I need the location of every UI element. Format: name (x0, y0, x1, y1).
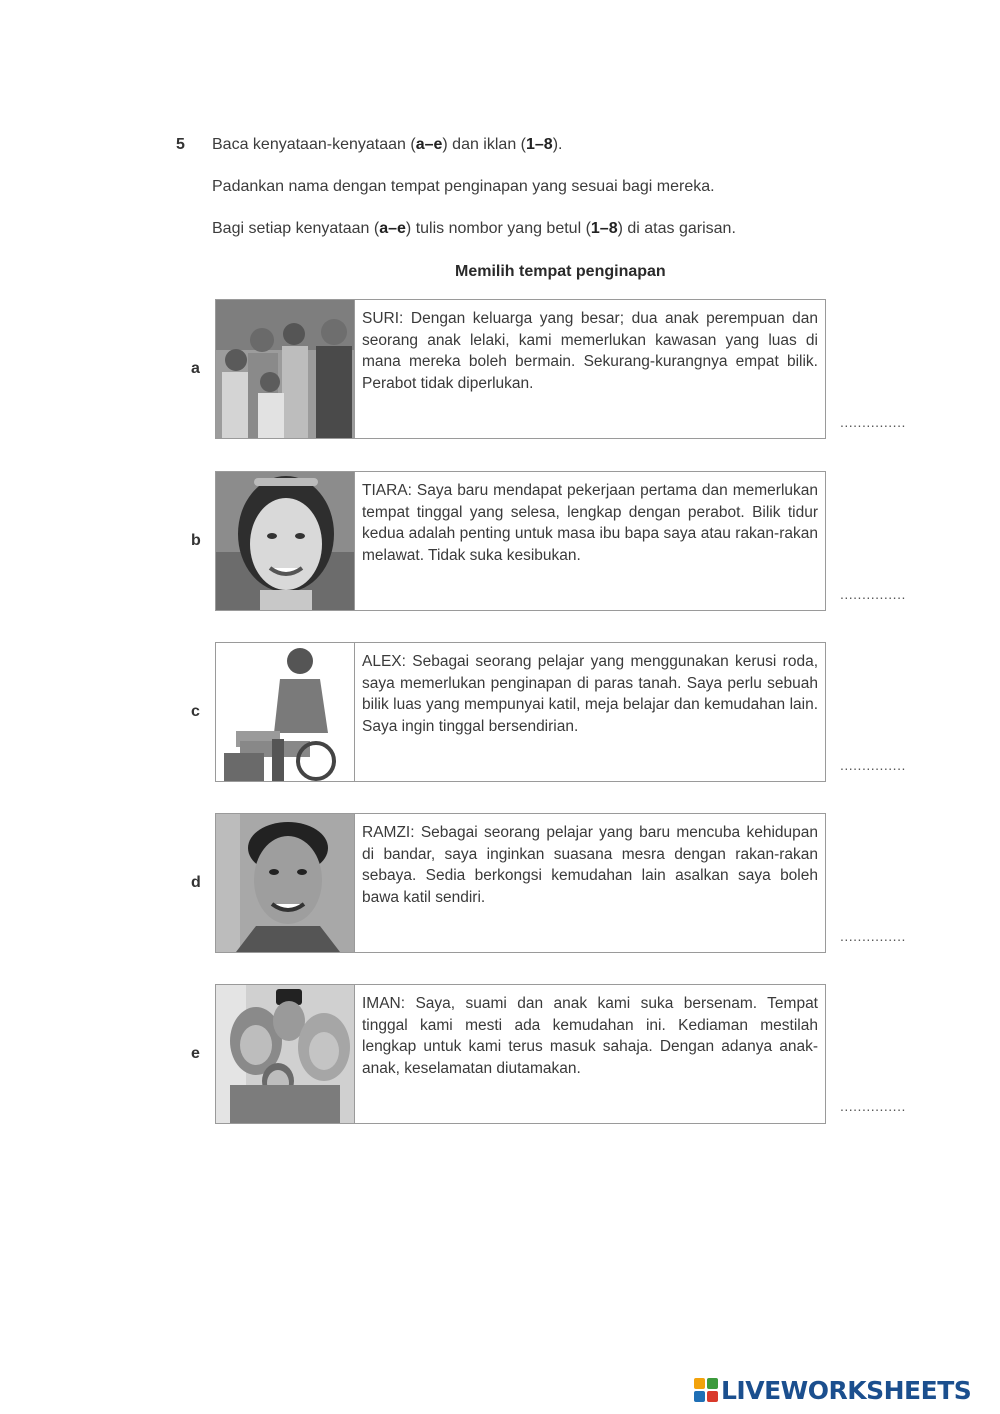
statement-row-a (215, 299, 826, 439)
question-number: 5 (176, 136, 185, 153)
man-portrait-icon (216, 814, 355, 952)
family-photo-icon (216, 985, 355, 1123)
brand-name: LIVEWORKSHEETS (721, 1375, 972, 1405)
brand-square-4 (707, 1391, 718, 1402)
family-photo-icon (216, 300, 355, 438)
statement-text-a: SURI: Dengan keluarga yang besar; dua anak perempuan dan seorang anak lelaki, kami memerlukan kawasan yang luas di mana mereka boleh bermain. Sekurang-kurangnya empat bilik. Perabot tidak diperlukan. (362, 310, 818, 392)
item-letter-a: a (191, 360, 200, 377)
brand-square-1 (694, 1378, 705, 1389)
instruction-line-2: Padankan nama dengan tempat penginapan yang sesuai bagi mereka. (212, 178, 715, 195)
answer-line-c[interactable]: ............... (840, 757, 906, 773)
statement-text-c: ALEX: Sebagai seorang pelajar yang menggunakan kerusi roda, saya memerlukan penginapan di paras tanah. Saya perlu sebuah bilik luas yang mempunyai katil, meja belajar dan kemudahan lain. Saya ingin tinggal bersendirian. (362, 653, 818, 735)
brand-square-3 (694, 1391, 705, 1402)
answer-line-e[interactable]: ............... (840, 1098, 906, 1114)
section-heading: Memilih tempat penginapan (455, 263, 666, 280)
brand-square-2 (707, 1378, 718, 1389)
answer-line-a[interactable]: ............... (840, 414, 906, 430)
statement-text-b: TIARA: Saya baru mendapat pekerjaan pertama dan memerlukan tempat tinggal yang selesa, lengkap dengan perabot. Bilik tidur kedua adalah penting untuk masa ibu bapa saya atau rakan-rakan melawat. Tidak suka kesibukan. (362, 482, 818, 564)
item-letter-e: e (191, 1045, 200, 1062)
instruction-line-3: Bagi setiap kenyataan (a–e) tulis nombor yang betul (1–8) di atas garisan. (212, 220, 736, 237)
statement-row-c (215, 642, 826, 782)
statement-text-e: IMAN: Saya, suami dan anak kami suka bersenam. Tempat tinggal kami mesti ada kemudahan ini. Kediaman mestilah lengkap untuk kami terus masuk sahaja. Dengan adanya anak-anak, keselamatan diutamakan. (362, 995, 818, 1077)
item-letter-c: c (191, 703, 200, 720)
answer-line-b[interactable]: ............... (840, 586, 906, 602)
statement-text-d: RAMZI: Sebagai seorang pelajar yang baru mencuba kehidupan di bandar, saya inginkan suasana mesra dengan rakan-rakan sebaya. Sedia berkongsi kemudahan lain asalkan saya boleh bawa katil sendiri. (362, 824, 818, 906)
instruction-line-1: Baca kenyataan-kenyataan (a–e) dan iklan (1–8). (212, 136, 563, 153)
wheelchair-student-icon (216, 643, 355, 781)
item-letter-b: b (191, 532, 201, 549)
statement-row-e (215, 984, 826, 1124)
statement-row-d (215, 813, 826, 953)
statement-row-b (215, 471, 826, 611)
item-letter-d: d (191, 874, 201, 891)
woman-portrait-icon (216, 472, 355, 610)
brand-grid-icon (694, 1378, 718, 1402)
answer-line-d[interactable]: ............... (840, 928, 906, 944)
liveworksheets-logo (694, 1375, 971, 1405)
